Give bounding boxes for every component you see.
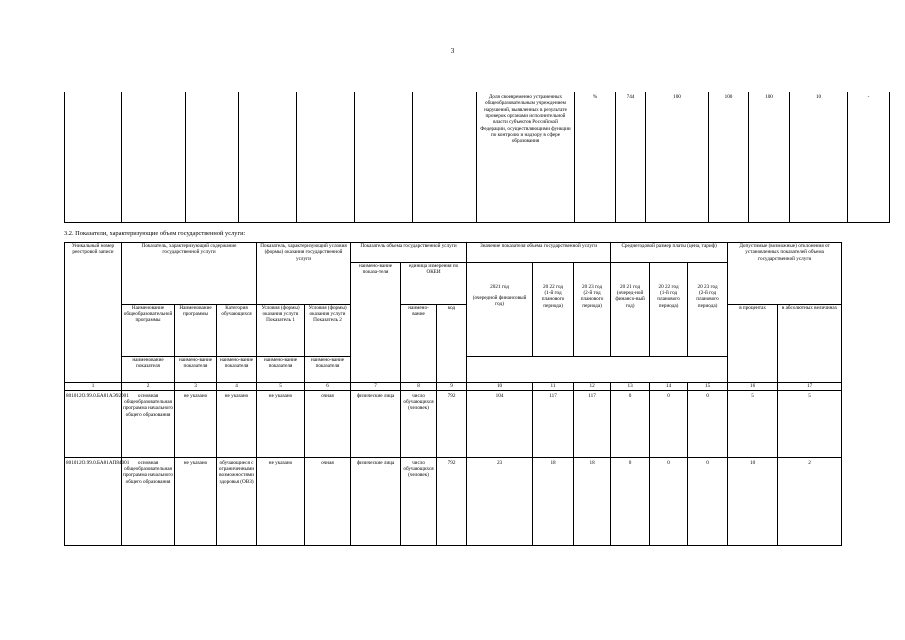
header-sub-unit-name: наимено-вание (401, 304, 437, 382)
row-value-2021: 104 (467, 390, 533, 457)
table-row (65, 457, 842, 545)
row-value-2022: 117 (533, 390, 574, 457)
indicator-dev-percent: 10 (790, 92, 848, 222)
col-number: 8 (401, 382, 437, 390)
section-title: 3.2. Показатели, характеризующие объем государственной услуги: (64, 230, 246, 237)
indicator-value-2021: 100 (646, 92, 709, 222)
row-dev-percent: 5 (728, 390, 778, 457)
row-program-edu: основная общеобразовательная программа начального общего образования (122, 390, 175, 457)
header-empty-cells (467, 356, 728, 382)
row-program-edu: основная общеобразовательная программа начального общего образования (122, 457, 175, 545)
header-unique-number: Уникальный номер реестровой записи (65, 243, 122, 383)
table-row (65, 390, 842, 457)
header-value-2023 (574, 262, 611, 356)
header-sub-program-edu: Наименование общеобразовательной программы (122, 304, 175, 356)
value-2023-sub: (2-й год планового периода) (580, 289, 604, 309)
empty-cell (239, 92, 297, 222)
page-number: 3 (450, 47, 455, 55)
row-value-2023: 18 (574, 457, 611, 545)
header-indicator-name: наимено-вание показателя (257, 356, 305, 382)
header-indicator-name: наимено-вание показателя (305, 356, 351, 382)
value-2022-label: 20 22 год (543, 283, 564, 290)
header-indicator-name: наимено-вание показателя (175, 356, 217, 382)
header-sub-category: Категория обучающихся (217, 304, 257, 356)
header-indicator-name: наименование показателя (122, 356, 175, 382)
col-number: 11 (533, 382, 574, 390)
value-2021-label: 2021 год (490, 283, 509, 290)
col-number: 10 (467, 382, 533, 390)
col-number: 12 (574, 382, 611, 390)
header-sub-cond1: Условия (формы) оказания услуги Показатель 1 (257, 304, 305, 356)
value-2022-sub: (1-й год планового периода) (541, 289, 565, 309)
row-cond1: не указано (257, 457, 305, 545)
header-sub-unit-code: код (437, 304, 467, 382)
col-number: 1 (65, 382, 122, 390)
header-conditions-group: Показатель, характеризующий условия (формы) оказания государственной услуги (257, 243, 351, 305)
col-number: 5 (257, 382, 305, 390)
indicator-unit: % (575, 92, 616, 222)
col-number: 16 (728, 382, 778, 390)
empty-cell (413, 92, 477, 222)
price-2021-label: 20 21 год (620, 283, 641, 290)
header-price-group: Среднегодовой размер платы (цена, тариф) (611, 243, 728, 263)
price-2023-label: 20 23 год (697, 283, 718, 290)
price-2022-label: 20 22 год (658, 283, 679, 290)
col-number: 2 (122, 382, 175, 390)
row-id: 801012О.99.0.БА81АП84001 (65, 457, 122, 545)
header-content-group: Показатель, характеризующий содержание государственной услуги (122, 243, 257, 305)
col-number: 3 (175, 382, 217, 390)
indicator-value-2022: 100 (709, 92, 749, 222)
row-program: не указано (175, 457, 217, 545)
row-unit-code: 792 (437, 457, 467, 545)
empty-cell (122, 92, 186, 222)
header-dev-percent: в процентах (728, 304, 778, 382)
empty-cell (297, 92, 355, 222)
row-category: не указано (217, 390, 257, 457)
price-2023-sub: (2-й год планового периода) (696, 289, 719, 309)
row-price-2023: 0 (688, 457, 728, 545)
row-value-2022: 18 (533, 457, 574, 545)
header-sub-cond2: Условия (формы) оказания услуги Показатель 2 (305, 304, 351, 356)
header-volume-name: наимено-вание показа-теля (351, 262, 401, 382)
indicator-okei: 744 (616, 92, 646, 222)
empty-cell (355, 92, 413, 222)
row-unit-code: 792 (437, 390, 467, 457)
row-price-2022: 0 (650, 390, 688, 457)
row-unit-name: число обучающихся (человек) (401, 390, 437, 457)
row-program: не указано (175, 390, 217, 457)
header-indicator-name: наимено-вание показателя (217, 356, 257, 382)
row-category: обучающиеся с ограниченными возможностями здоровья (ОВЗ) (217, 457, 257, 545)
header-dev-abs: в абсолютных величинах (778, 304, 842, 382)
empty-cell (65, 92, 122, 222)
header-value-2022 (533, 262, 574, 356)
header-value-group: Значение показателя объема государственной услуги (467, 243, 611, 263)
row-cond2: очная (305, 390, 351, 457)
value-2021-sub: (очередной финансовый год) (472, 294, 527, 308)
volume-indicators-table (64, 242, 842, 546)
col-number: 15 (688, 382, 728, 390)
row-dev-abs: 2 (778, 457, 842, 545)
row-dev-percent: 10 (728, 457, 778, 545)
header-volume-group: Показатель объема государственной услуги (351, 243, 467, 263)
header-volume-unit: единица измерения по ОКЕИ (401, 262, 467, 304)
row-value-2021: 23 (467, 457, 533, 545)
header-deviation-spacer (728, 262, 842, 304)
quality-indicators-table-continuation (64, 92, 890, 223)
header-price-2021 (611, 262, 650, 356)
col-number: 14 (650, 382, 688, 390)
header-price-2023 (688, 262, 728, 356)
header-deviation-group: Допустимые (возможные) отклонения от установленных показателей объема государственной услуги (728, 243, 842, 263)
row-indicator: физические лица (351, 457, 401, 545)
row-id: 801012О.99.0.БА81АЭ92001 (65, 390, 122, 457)
indicator-value-2023: 100 (749, 92, 790, 222)
indicator-dev-abs: - (848, 92, 890, 222)
col-number: 7 (351, 382, 401, 390)
col-number: 13 (611, 382, 650, 390)
row-value-2023: 117 (574, 390, 611, 457)
row-price-2022: 0 (650, 457, 688, 545)
row-dev-abs: 5 (778, 390, 842, 457)
header-value-2021 (467, 262, 533, 356)
row-unit-name: число обучающихся (человек) (401, 457, 437, 545)
indicator-name: Доля своевременно устраненных общеобразовательным учреждением нарушений, выявленных в результате проверок органами исполнительной власти субъектов Российской Федерации, осуществляющими функции по контролю и надзору в сфере образования (477, 92, 575, 222)
row-price-2023: 0 (688, 390, 728, 457)
header-price-2022 (650, 262, 688, 356)
price-2022-sub: (1-й год планового периода) (657, 289, 680, 309)
row-cond1: не указано (257, 390, 305, 457)
row-price-2021: 0 (611, 390, 650, 457)
price-2021-sub: (очеред-ной финансо-вый год) (615, 289, 645, 309)
value-2023-label: 20 23 год (582, 283, 603, 290)
column-numbers-row (65, 382, 842, 390)
col-number: 6 (305, 382, 351, 390)
col-number: 9 (437, 382, 467, 390)
col-number: 17 (778, 382, 842, 390)
row-cond2: очная (305, 457, 351, 545)
empty-cell (186, 92, 239, 222)
row-indicator: физические лица (351, 390, 401, 457)
col-number: 4 (217, 382, 257, 390)
row-price-2021: 0 (611, 457, 650, 545)
header-sub-program: Наименование программы (175, 304, 217, 356)
